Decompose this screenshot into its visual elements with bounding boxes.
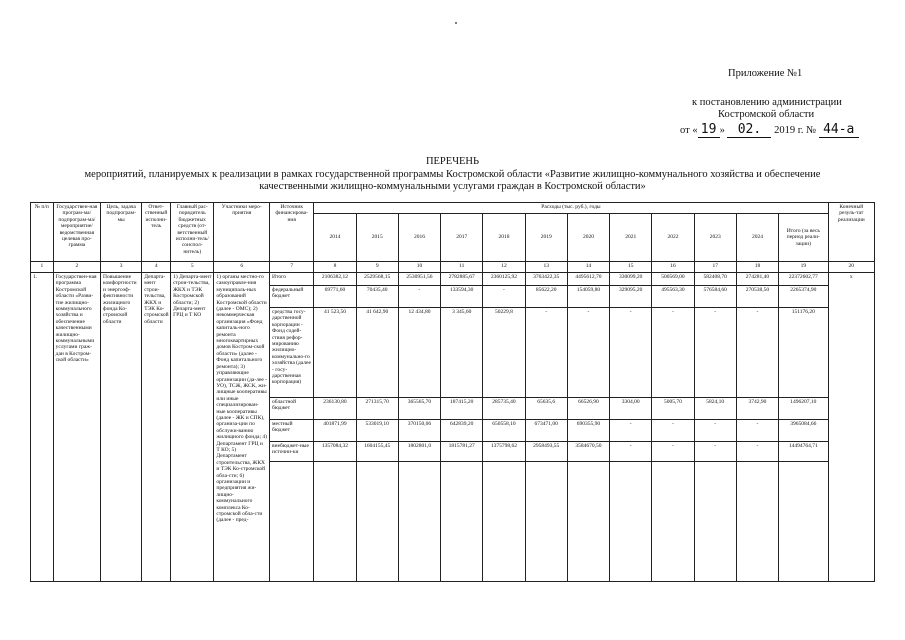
fin-value: 5824,10 — [694, 398, 736, 420]
fin-source: федеральный бюджет — [270, 286, 314, 308]
fin-total: 3965084,66 — [779, 420, 828, 442]
header-source: Источник финансирова-ния — [270, 203, 314, 262]
fin-value: - — [736, 308, 778, 398]
col-number: 9 — [356, 262, 398, 273]
date-prefix: от « — [680, 125, 698, 136]
date-day: 19 — [698, 122, 720, 138]
empty-cell — [525, 462, 567, 582]
fin-value: - — [525, 308, 567, 398]
col-number: 20 — [828, 262, 874, 273]
fin-value: - — [694, 442, 736, 462]
fin-value: 3742,90 — [736, 398, 778, 420]
fin-value: 1357084,32 — [314, 442, 356, 462]
fin-value: - — [736, 442, 778, 462]
fin-value: 65635,6 — [525, 398, 567, 420]
col-number: 8 — [314, 262, 356, 273]
header-gr: Главный рас-порядитель бюджетных средств (от-ветственный исполни-тель/соиспол-нитель) — [171, 203, 214, 262]
fin-source: местный бюджет — [270, 420, 314, 442]
col-number: 3 — [101, 262, 142, 273]
fin-total: 1496207,10 — [779, 398, 828, 420]
fin-value: 673471,00 — [525, 420, 567, 442]
header-year: 2015 — [356, 214, 398, 262]
fin-value: 2958493,55 — [525, 442, 567, 462]
fin-value: 1815781,27 — [441, 442, 483, 462]
fin-value: - — [398, 286, 440, 308]
empty-cell — [736, 462, 778, 582]
date-month: 02. — [727, 122, 771, 138]
fin-total: 151176,20 — [779, 308, 828, 398]
header-expenses: Расходы (тыс. руб.), годы — [314, 203, 828, 214]
fin-source: средства госу-дарственной корпорации - Фонд содей-ствия рефор-мированию жилищно-коммунально-го хозяйства (далее - госу-дарственная корпорация) — [270, 308, 314, 398]
header-year: 2018 — [483, 214, 525, 262]
header-name: Государствен-ная програм-ма/подпрограм-ма/мероприятие/ ведомственная целевая про-грамма — [53, 203, 100, 262]
fin-value: 3 345,60 — [441, 308, 483, 398]
col-number: 12 — [483, 262, 525, 273]
column-numbers-row — [31, 262, 875, 273]
header-resp: Ответ-ственный исполни-тель — [142, 203, 171, 262]
annex-title: Приложение №1 — [728, 68, 803, 79]
header-goal: Цель, задача подпрограм-мы — [101, 203, 142, 262]
fin-value: 2782885,67 — [441, 273, 483, 286]
fin-source: внебюджет-ные источни-ки — [270, 442, 314, 462]
header-total: Итого (за весь период реали-зации) — [779, 214, 828, 262]
fin-value: 642839,20 — [441, 420, 483, 442]
col-number: 6 — [214, 262, 270, 273]
annex-line1: к постановлению администрации — [692, 97, 842, 108]
fin-value: 270538,50 — [736, 286, 778, 308]
fin-value: - — [652, 420, 694, 442]
fin-value: 329095,20 — [610, 286, 652, 308]
fin-value: 3763422,35 — [525, 273, 567, 286]
header-year: 2024 — [736, 214, 778, 262]
row-resp: Департа-мент строи-тельства, ЖКХ и ТЭК Ко-стромской области — [142, 273, 171, 582]
fin-value: 3304,00 — [610, 398, 652, 420]
fin-value: 5005,70 — [652, 398, 694, 420]
row-num: 1. — [31, 273, 54, 582]
row-goal: Повышение комфортности и энергоэф-фективности жилищного фонда Ко-стромской области — [101, 273, 142, 582]
col-number: 1 — [31, 262, 54, 273]
col-number: 15 — [610, 262, 652, 273]
fin-value: 1604155,45 — [356, 442, 398, 462]
col-number: 2 — [53, 262, 100, 273]
fin-value: 650558,10 — [483, 420, 525, 442]
empty-cell — [610, 462, 652, 582]
fin-source: областной бюджет — [270, 398, 314, 420]
col-number: 17 — [694, 262, 736, 273]
col-number: 4 — [142, 262, 171, 273]
col-number: 19 — [779, 262, 828, 273]
document-title: ПЕРЕЧЕНЬ — [425, 156, 480, 167]
fin-value: 41 523,50 — [314, 308, 356, 398]
fin-value: 500569,00 — [652, 273, 694, 286]
document-subtitle-1: мероприятий, планируемых к реализации в рамках государственной программы Костромской области «Развитие жилищно-коммунального хозяйства и обеспечение — [84, 169, 821, 180]
fin-total: 2265374,90 — [779, 286, 828, 308]
fin-value: 133594,30 — [441, 286, 483, 308]
fin-value: 187415,20 — [441, 398, 483, 420]
header-year: 2016 — [398, 214, 440, 262]
fin-total: 14494764,71 — [779, 442, 828, 462]
date-mid: » — [719, 125, 725, 136]
fin-value: 66526,90 — [567, 398, 609, 420]
fin-value: 85622,20 — [525, 286, 567, 308]
fin-value: 370150,06 — [398, 420, 440, 442]
scan-speck — [455, 22, 457, 24]
fin-value: - — [610, 420, 652, 442]
fin-value: 274281,40 — [736, 273, 778, 286]
fin-value: - — [610, 442, 652, 462]
empty-cell — [779, 462, 828, 582]
header-year: 2021 — [610, 214, 652, 262]
row-gr: 1) Департа-мент строи-тельства, ЖКХ и ТЭК Костромской области; 2) Департа-мент ГРЦ и Т КО — [171, 273, 214, 582]
empty-cell — [270, 462, 314, 582]
fin-value: 1802801,0 — [398, 442, 440, 462]
col-number: 10 — [398, 262, 440, 273]
fin-value: - — [652, 442, 694, 462]
fin-value: 70435,40 — [356, 286, 398, 308]
header-year: 2017 — [441, 214, 483, 262]
fin-value: 690355,90 — [567, 420, 609, 442]
header-year: 2020 — [567, 214, 609, 262]
date-year: 2019 г. № — [774, 125, 817, 136]
fin-source: Итого — [270, 273, 314, 286]
fin-value: 50229,8 — [483, 308, 525, 398]
empty-cell — [567, 462, 609, 582]
fin-value: 2530951,56 — [398, 273, 440, 286]
fin-value: 582408,70 — [694, 273, 736, 286]
fin-value: 365565,70 — [398, 398, 440, 420]
empty-cell — [652, 462, 694, 582]
col-number: 11 — [441, 262, 483, 273]
activities-table — [30, 202, 875, 582]
fin-value: - — [694, 308, 736, 398]
fin-value: - — [652, 308, 694, 398]
col-number: 13 — [525, 262, 567, 273]
fin-value: 2529568,15 — [356, 273, 398, 286]
row-participants: 1) органы местно-го самоуправле-ния муниципаль-ных образований Костромской области (далее - ОМС); 2) некоммерческая организация «Фонд капиталь-ного ремонта многоквартирных домов Костром-ской области» (далее - Фонд капитального ремонта); 3) управляющие организации (да-лее - УО), ТСЖ, ЖСК, жи-лищные кооперативы или иные специализирован-ные кооперативы (далее - ЖК и СПК), организа-ции по обслужи-ванию жилищного фонда; 4) Департамент ГРЦ и Т КО; 5) Департамент строительства, ЖКХ и ТЭК Ко-стромской обла-сти; 6) организации и предприятия жи-лищно-коммунального комплекса Ко-стромской обла-сти (далее - пред- — [214, 273, 270, 582]
empty-cell — [483, 462, 525, 582]
empty-cell — [314, 462, 356, 582]
header-row — [31, 203, 875, 214]
header-participants: Участники меро-приятия — [214, 203, 270, 262]
col-number: 16 — [652, 262, 694, 273]
fin-value: - — [694, 420, 736, 442]
financing-row — [31, 273, 875, 286]
row-result: х — [828, 273, 874, 582]
fin-value: - — [567, 308, 609, 398]
fin-value: 271315,70 — [356, 398, 398, 420]
document-subtitle-2: качественными жилищно-коммунальными услугами граждан в Костромской области» — [259, 181, 646, 192]
fin-value: 236130,80 — [314, 398, 356, 420]
fin-value: - — [610, 308, 652, 398]
empty-cell — [694, 462, 736, 582]
fin-value: 12 434,80 — [398, 308, 440, 398]
header-year: 2023 — [694, 214, 736, 262]
col-number: 18 — [736, 262, 778, 273]
col-number: 14 — [567, 262, 609, 273]
fin-value: 69771,60 — [314, 286, 356, 308]
empty-cell — [356, 462, 398, 582]
fin-value: 2360125,92 — [483, 273, 525, 286]
fin-value: 154059,80 — [567, 286, 609, 308]
annex-date-line — [680, 122, 859, 138]
fin-value: 41 642,90 — [356, 308, 398, 398]
fin-value: 285735,40 — [483, 398, 525, 420]
fin-value: - — [483, 286, 525, 308]
fin-value: 2106382,12 — [314, 273, 356, 286]
row-name: Государствен-ная программа Костромской области «Разви-тие жилищно-коммунального хозяйства и обеспечение качественными жилищно-коммунальными услугами граж-дан в Костром-ской области» — [53, 273, 100, 582]
fin-value: 4495612,70 — [567, 273, 609, 286]
fin-total: 22372602,77 — [779, 273, 828, 286]
header-year: 2019 — [525, 214, 567, 262]
fin-value: 330099,20 — [610, 273, 652, 286]
header-result: Конечный резуль-тат реализации — [828, 203, 874, 262]
header-year: 2014 — [314, 214, 356, 262]
header-num: № п/п — [31, 203, 54, 262]
fin-value: 495563,30 — [652, 286, 694, 308]
col-number: 5 — [171, 262, 214, 273]
fin-value: 1375798,62 — [483, 442, 525, 462]
header-year: 2022 — [652, 214, 694, 262]
fin-value: 3584670,50 — [567, 442, 609, 462]
annex-line2: Костромской области — [718, 109, 815, 120]
empty-cell — [441, 462, 483, 582]
fin-value: - — [736, 420, 778, 442]
fin-value: 401871,99 — [314, 420, 356, 442]
empty-cell — [398, 462, 440, 582]
fin-value: 576584,60 — [694, 286, 736, 308]
order-number: 44-а — [819, 122, 859, 138]
col-number: 7 — [270, 262, 314, 273]
fin-value: 533019,10 — [356, 420, 398, 442]
